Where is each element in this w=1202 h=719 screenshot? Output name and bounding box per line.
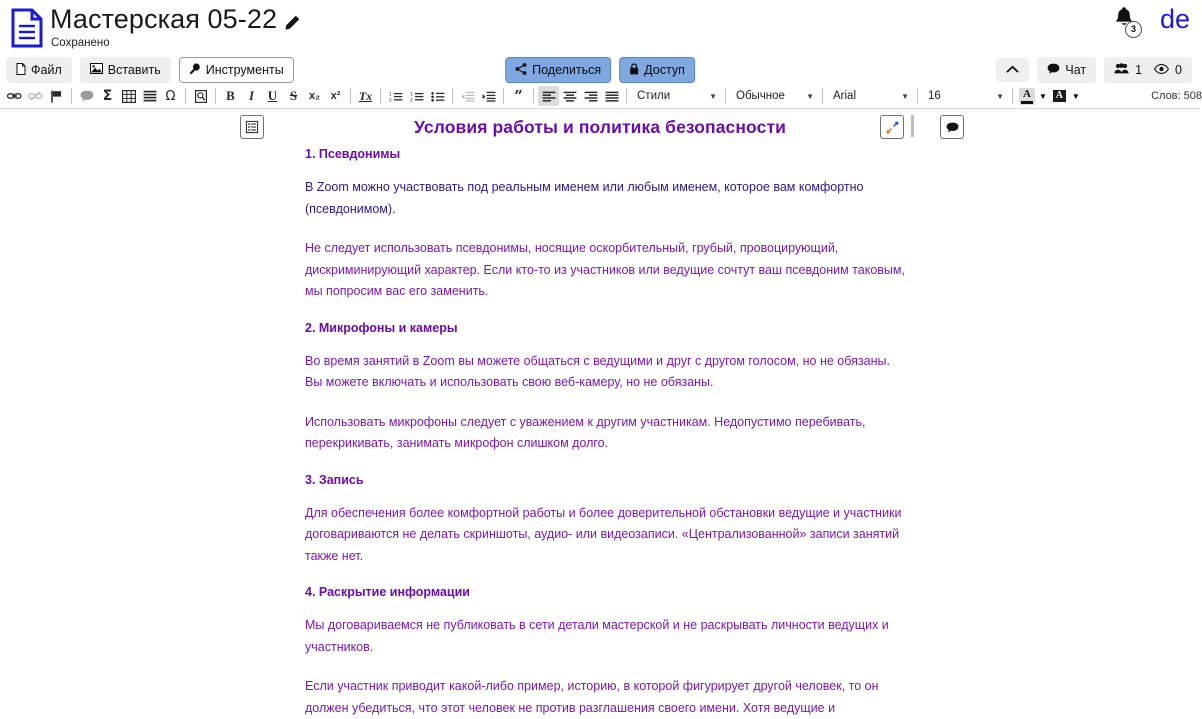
align-justify-icon[interactable]: [601, 86, 622, 106]
blockquote-icon[interactable]: ”: [514, 86, 523, 105]
action-toolbar-right: [996, 57, 1192, 83]
document-paragraph: Если участник приводит какой-либо пример, историю, в которой фигурирует другой человек, то он должен убедиться, что этот человек не против разглашения своего имени. Хотя ведущие и: [305, 679, 879, 715]
horizontal-rule-icon[interactable]: [139, 86, 160, 106]
remove-format-button[interactable]: Tx: [358, 88, 373, 103]
add-comment-icon[interactable]: [940, 115, 964, 139]
font-family-label: Arial: [833, 90, 857, 102]
text-color-icon[interactable]: A ▼: [1017, 86, 1049, 106]
action-toolbar: [0, 56, 1200, 84]
document-icon: [10, 8, 44, 48]
word-count: Слов: 508: [1151, 90, 1202, 102]
pencil-icon[interactable]: [285, 15, 300, 30]
toolbar-separator: [350, 88, 351, 104]
toolbar-separator: [71, 88, 72, 104]
saved-status: Сохранено: [51, 37, 110, 49]
eye-icon: [1154, 64, 1169, 77]
document-paragraph: Для обеспечения более комфортной работы и более доверительной обстановки ведущие и участники договариваются не делать скриншоты, аудио- или видеозаписи. «Централизованной» записи занятий также нет.: [305, 505, 902, 563]
document-canvas: [0, 109, 1200, 715]
toolbar-separator: [626, 88, 627, 104]
image-icon: [90, 63, 103, 77]
chevron-down-icon: ▼: [996, 91, 1004, 101]
indent-icon[interactable]: [478, 86, 499, 106]
users-icon: [1114, 63, 1129, 77]
chevron-down-icon: ▼: [901, 91, 909, 101]
access-label: Доступ: [644, 62, 685, 77]
toolbar-separator: [822, 88, 823, 104]
document-heading: Условия работы и политика безопасности: [414, 117, 786, 137]
action-toolbar-left: [6, 57, 294, 84]
svg-text:1: 1: [409, 91, 413, 97]
page-preview-icon[interactable]: [190, 86, 211, 106]
numbered-list-icon-2[interactable]: [406, 86, 427, 106]
wrench-icon: [189, 63, 201, 78]
toolbar-separator: [725, 88, 726, 104]
access-button[interactable]: [619, 57, 695, 84]
align-center-icon[interactable]: [559, 86, 580, 106]
app-header: [0, 0, 1200, 56]
chevron-up-icon: [1006, 64, 1019, 77]
chat-bubble-icon: [1047, 63, 1060, 77]
page-title: Мастерская 05-22: [50, 4, 278, 34]
file-icon: [16, 63, 26, 78]
toolbar-separator: [215, 88, 216, 104]
background-color-icon[interactable]: A ▼: [1049, 86, 1082, 106]
align-right-icon[interactable]: [580, 86, 601, 106]
numbered-list-icon[interactable]: [385, 86, 406, 106]
action-toolbar-center: [505, 57, 695, 84]
lock-icon: [629, 63, 639, 78]
underline-button[interactable]: U: [267, 88, 278, 103]
align-left-icon[interactable]: [538, 86, 559, 106]
presence-indicator[interactable]: [1104, 57, 1192, 83]
document-paragraph: Во время занятий в Zoom вы можете общаться с ведущими и друг с другом голосом, но не обязаны. Вы можете включать и использовать свою веб-камеру, но не обязаны.: [305, 353, 890, 389]
styles-dropdown-label: Стили: [637, 90, 671, 102]
chat-button[interactable]: [1037, 57, 1096, 83]
document-paragraph: Мы договариваемся не публиковать в сети детали мастерской и не раскрывать личности ведущих и участников.: [305, 618, 889, 654]
file-menu-label: Файл: [31, 62, 62, 77]
bulleted-list-icon[interactable]: [427, 86, 448, 106]
toolbar-separator: [917, 88, 918, 104]
toolbar-separator: [452, 88, 453, 104]
chevron-down-icon: ▼: [1039, 91, 1047, 101]
users-count: 1: [1135, 62, 1143, 77]
toolbar-separator: [503, 88, 504, 104]
document-tool-row: [0, 109, 1200, 147]
outdent-icon: [457, 86, 478, 106]
bold-button[interactable]: B: [226, 88, 235, 103]
viewers-count: 0: [1175, 62, 1182, 77]
tools-menu-button[interactable]: [179, 57, 294, 84]
subscript-button[interactable]: x₂: [308, 90, 320, 102]
chevron-down-icon: ▼: [806, 91, 814, 101]
chevron-down-icon: ▼: [1071, 91, 1080, 101]
user-menu-label[interactable]: de: [1159, 4, 1190, 34]
file-menu-button[interactable]: [6, 57, 72, 84]
comment-icon[interactable]: [76, 86, 97, 106]
insert-menu-button[interactable]: [80, 57, 171, 83]
paragraph-format-label: Обычное: [736, 90, 785, 102]
toolbar-separator: [1012, 88, 1013, 104]
toolbar-separator: [185, 88, 186, 104]
formula-sigma-icon[interactable]: Σ: [102, 88, 113, 104]
collapse-toolbar-button[interactable]: [996, 58, 1029, 83]
insert-menu-label: Вставить: [107, 62, 161, 77]
document-paragraph: Не следует использовать псевдонимы, носящие оскорбительный, грубый, провоцирующий, дискриминирующий характер. Если кто-то из участников или ведущие сочтут ваш псевдоним таковым, мы попросим вас его заменить.: [305, 241, 905, 298]
chevron-down-icon: ▼: [709, 91, 717, 101]
italic-button[interactable]: I: [248, 88, 255, 103]
strikethrough-button[interactable]: S: [289, 88, 298, 103]
title-block: [50, 4, 300, 49]
superscript-button[interactable]: x²: [330, 90, 341, 102]
table-icon[interactable]: [118, 86, 139, 106]
svg-text:1: 1: [388, 91, 392, 97]
notification-badge: 3: [1125, 21, 1142, 38]
section-heading: 2. Микрофоны и камеры: [305, 320, 458, 335]
tools-menu-label: Инструменты: [205, 62, 284, 77]
chat-label: Чат: [1065, 62, 1087, 77]
share-label: Поделиться: [532, 62, 602, 77]
document-paragraph: В Zoom можно участвовать под реальным именем или любым именем, которое вам комфортно (псевдонимом).: [305, 180, 864, 216]
expand-arrows-icon[interactable]: [880, 115, 904, 139]
toolbar-separator: [380, 88, 381, 104]
section-heading: 1. Псевдонимы: [305, 147, 401, 161]
link-icon[interactable]: [4, 86, 25, 106]
section-heading: 4. Раскрытие информации: [305, 585, 470, 599]
document-body[interactable]: [295, 147, 905, 719]
styles-dropdown[interactable]: [631, 86, 721, 106]
section-heading: 3. Запись: [305, 472, 364, 487]
font-family-dropdown[interactable]: [827, 86, 913, 106]
paragraph-format-dropdown[interactable]: [730, 86, 818, 106]
anchor-flag-icon[interactable]: [46, 86, 67, 106]
bell-icon[interactable]: [1112, 7, 1138, 37]
document-paragraph: Использовать микрофоны следует с уважением к другим участникам. Недопустимо перебивать, перекрикивать, занимать микрофон слишком долго.: [305, 414, 866, 450]
unlink-icon: [25, 86, 46, 106]
toolbar-separator: [533, 88, 534, 104]
share-icon: [515, 63, 527, 78]
share-button[interactable]: [505, 57, 611, 84]
formatting-toolbar: [0, 84, 1200, 109]
svg-text:2: 2: [388, 97, 392, 103]
header-right-group: [1112, 6, 1190, 37]
toolbar-divider: [911, 115, 914, 137]
svg-text:2: 2: [409, 97, 413, 103]
font-size-dropdown[interactable]: [922, 86, 1008, 106]
special-character-omega-icon[interactable]: Ω: [165, 88, 176, 104]
font-size-label: 16: [928, 90, 941, 102]
